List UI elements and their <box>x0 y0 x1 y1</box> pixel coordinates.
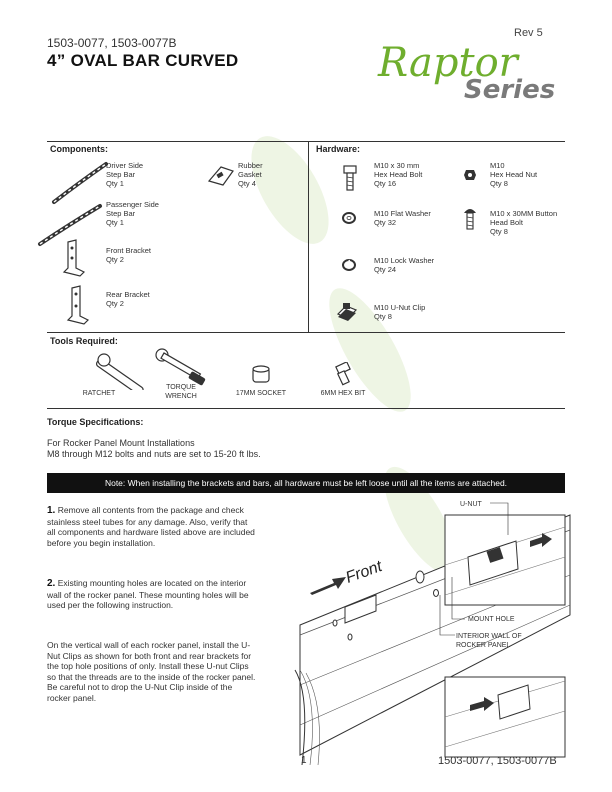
logo-series-text: Series <box>464 75 556 104</box>
driver-step-bar-icon <box>50 160 110 206</box>
rubber-gasket-icon <box>205 163 235 189</box>
hardware-u-nut-clip: M10 U-Nut Clip Qty 8 <box>374 303 426 321</box>
component-driver-step-bar: Driver Side Step Bar Qty 1 <box>106 161 144 188</box>
front-bracket-icon <box>58 238 86 278</box>
tool-torque-wrench: TORQUE WRENCH <box>165 384 197 400</box>
rule-top <box>47 141 565 142</box>
tool-ratchet: RATCHET <box>82 390 116 397</box>
component-rear-bracket: Rear Bracket Qty 2 <box>106 290 150 308</box>
page-number: 1 <box>301 755 307 766</box>
socket-icon <box>250 364 272 384</box>
page-title: 4” OVAL BAR CURVED <box>47 51 239 70</box>
hardware-heading: Hardware: <box>316 144 361 154</box>
step-1: 1. Remove all contents from the package and check stainless steel tubes for any damage. Also, verify that all components and hardware listed above are included before you begin installation. <box>47 505 255 548</box>
torque-heading: Torque Specifications: <box>47 417 144 427</box>
rule-torque <box>47 408 565 409</box>
raptor-series-logo <box>372 32 572 104</box>
hardware-flat-washer: M10 Flat Washer Qty 32 <box>374 209 431 227</box>
callout-u-nut: U-NUT <box>460 501 482 508</box>
revision-label: Rev 5 <box>514 27 543 39</box>
torque-text: For Rocker Panel Mount Installations M8 through M12 bolts and nuts are set to 15-20 ft lbs. <box>47 438 261 459</box>
component-rubber-gasket: Rubber Gasket Qty 4 <box>238 161 263 188</box>
button-head-bolt-icon <box>463 207 477 231</box>
hex-head-bolt-icon <box>342 164 358 192</box>
tool-17mm-socket: 17MM SOCKET <box>235 390 287 397</box>
tool-6mm-hex-bit: 6MM HEX BIT <box>320 390 366 397</box>
header-part-numbers: 1503-0077, 1503-0077B <box>47 36 177 50</box>
step-2-continued: On the vertical wall of each rocker panel, install the U-Nut Clips as shown for both front and rear brackets for the top hole positions of only. Install these U-nut Clips so that the threads are to the inside of the rocker panel. Be careful not to drop the U-Nut Clip inside of the rocker panel. <box>47 640 256 703</box>
hardware-button-head-bolt: M10 x 30MM Button Head Bolt Qty 8 <box>490 209 558 236</box>
hex-bit-icon <box>334 362 354 386</box>
lock-washer-icon <box>342 259 356 271</box>
hex-head-nut-icon <box>463 169 477 181</box>
front-direction-label: Front <box>343 558 385 587</box>
ratchet-icon <box>96 350 152 390</box>
u-nut-clip-icon <box>336 300 358 322</box>
component-front-bracket: Front Bracket Qty 2 <box>106 246 152 264</box>
rule-vertical <box>308 142 309 332</box>
step-2: 2. Existing mounting holes are located on the interior wall of the rocker panel. These mounting holes will be used per the following instruction. <box>47 578 249 610</box>
rocker-panel-diagram <box>290 495 580 765</box>
footer-part-numbers: 1503-0077, 1503-0077B <box>438 755 557 767</box>
hardware-hex-head-nut: M10 Hex Head Nut Qty 8 <box>490 161 538 188</box>
components-heading: Components: <box>50 144 108 154</box>
torque-wrench-icon <box>152 347 212 387</box>
flat-washer-icon <box>342 212 356 224</box>
hardware-hex-head-bolt: M10 x 30 mm Hex Head Bolt Qty 16 <box>374 161 423 188</box>
logo-raptor-text: Raptor <box>378 40 518 86</box>
callout-interior-wall: INTERIOR WALL OF ROCKER PANEL <box>456 633 522 649</box>
hardware-lock-washer: M10 Lock Washer Qty 24 <box>374 256 435 274</box>
callout-mount-hole: MOUNT HOLE <box>468 616 515 623</box>
tools-heading: Tools Required: <box>50 336 118 346</box>
rear-bracket-icon <box>62 284 90 328</box>
rule-tools <box>47 332 565 333</box>
component-passenger-step-bar: Passenger Side Step Bar Qty 1 <box>106 200 159 227</box>
installation-note: Note: When installing the brackets and bars, all hardware must be left loose until all the items are attached. <box>47 473 565 493</box>
